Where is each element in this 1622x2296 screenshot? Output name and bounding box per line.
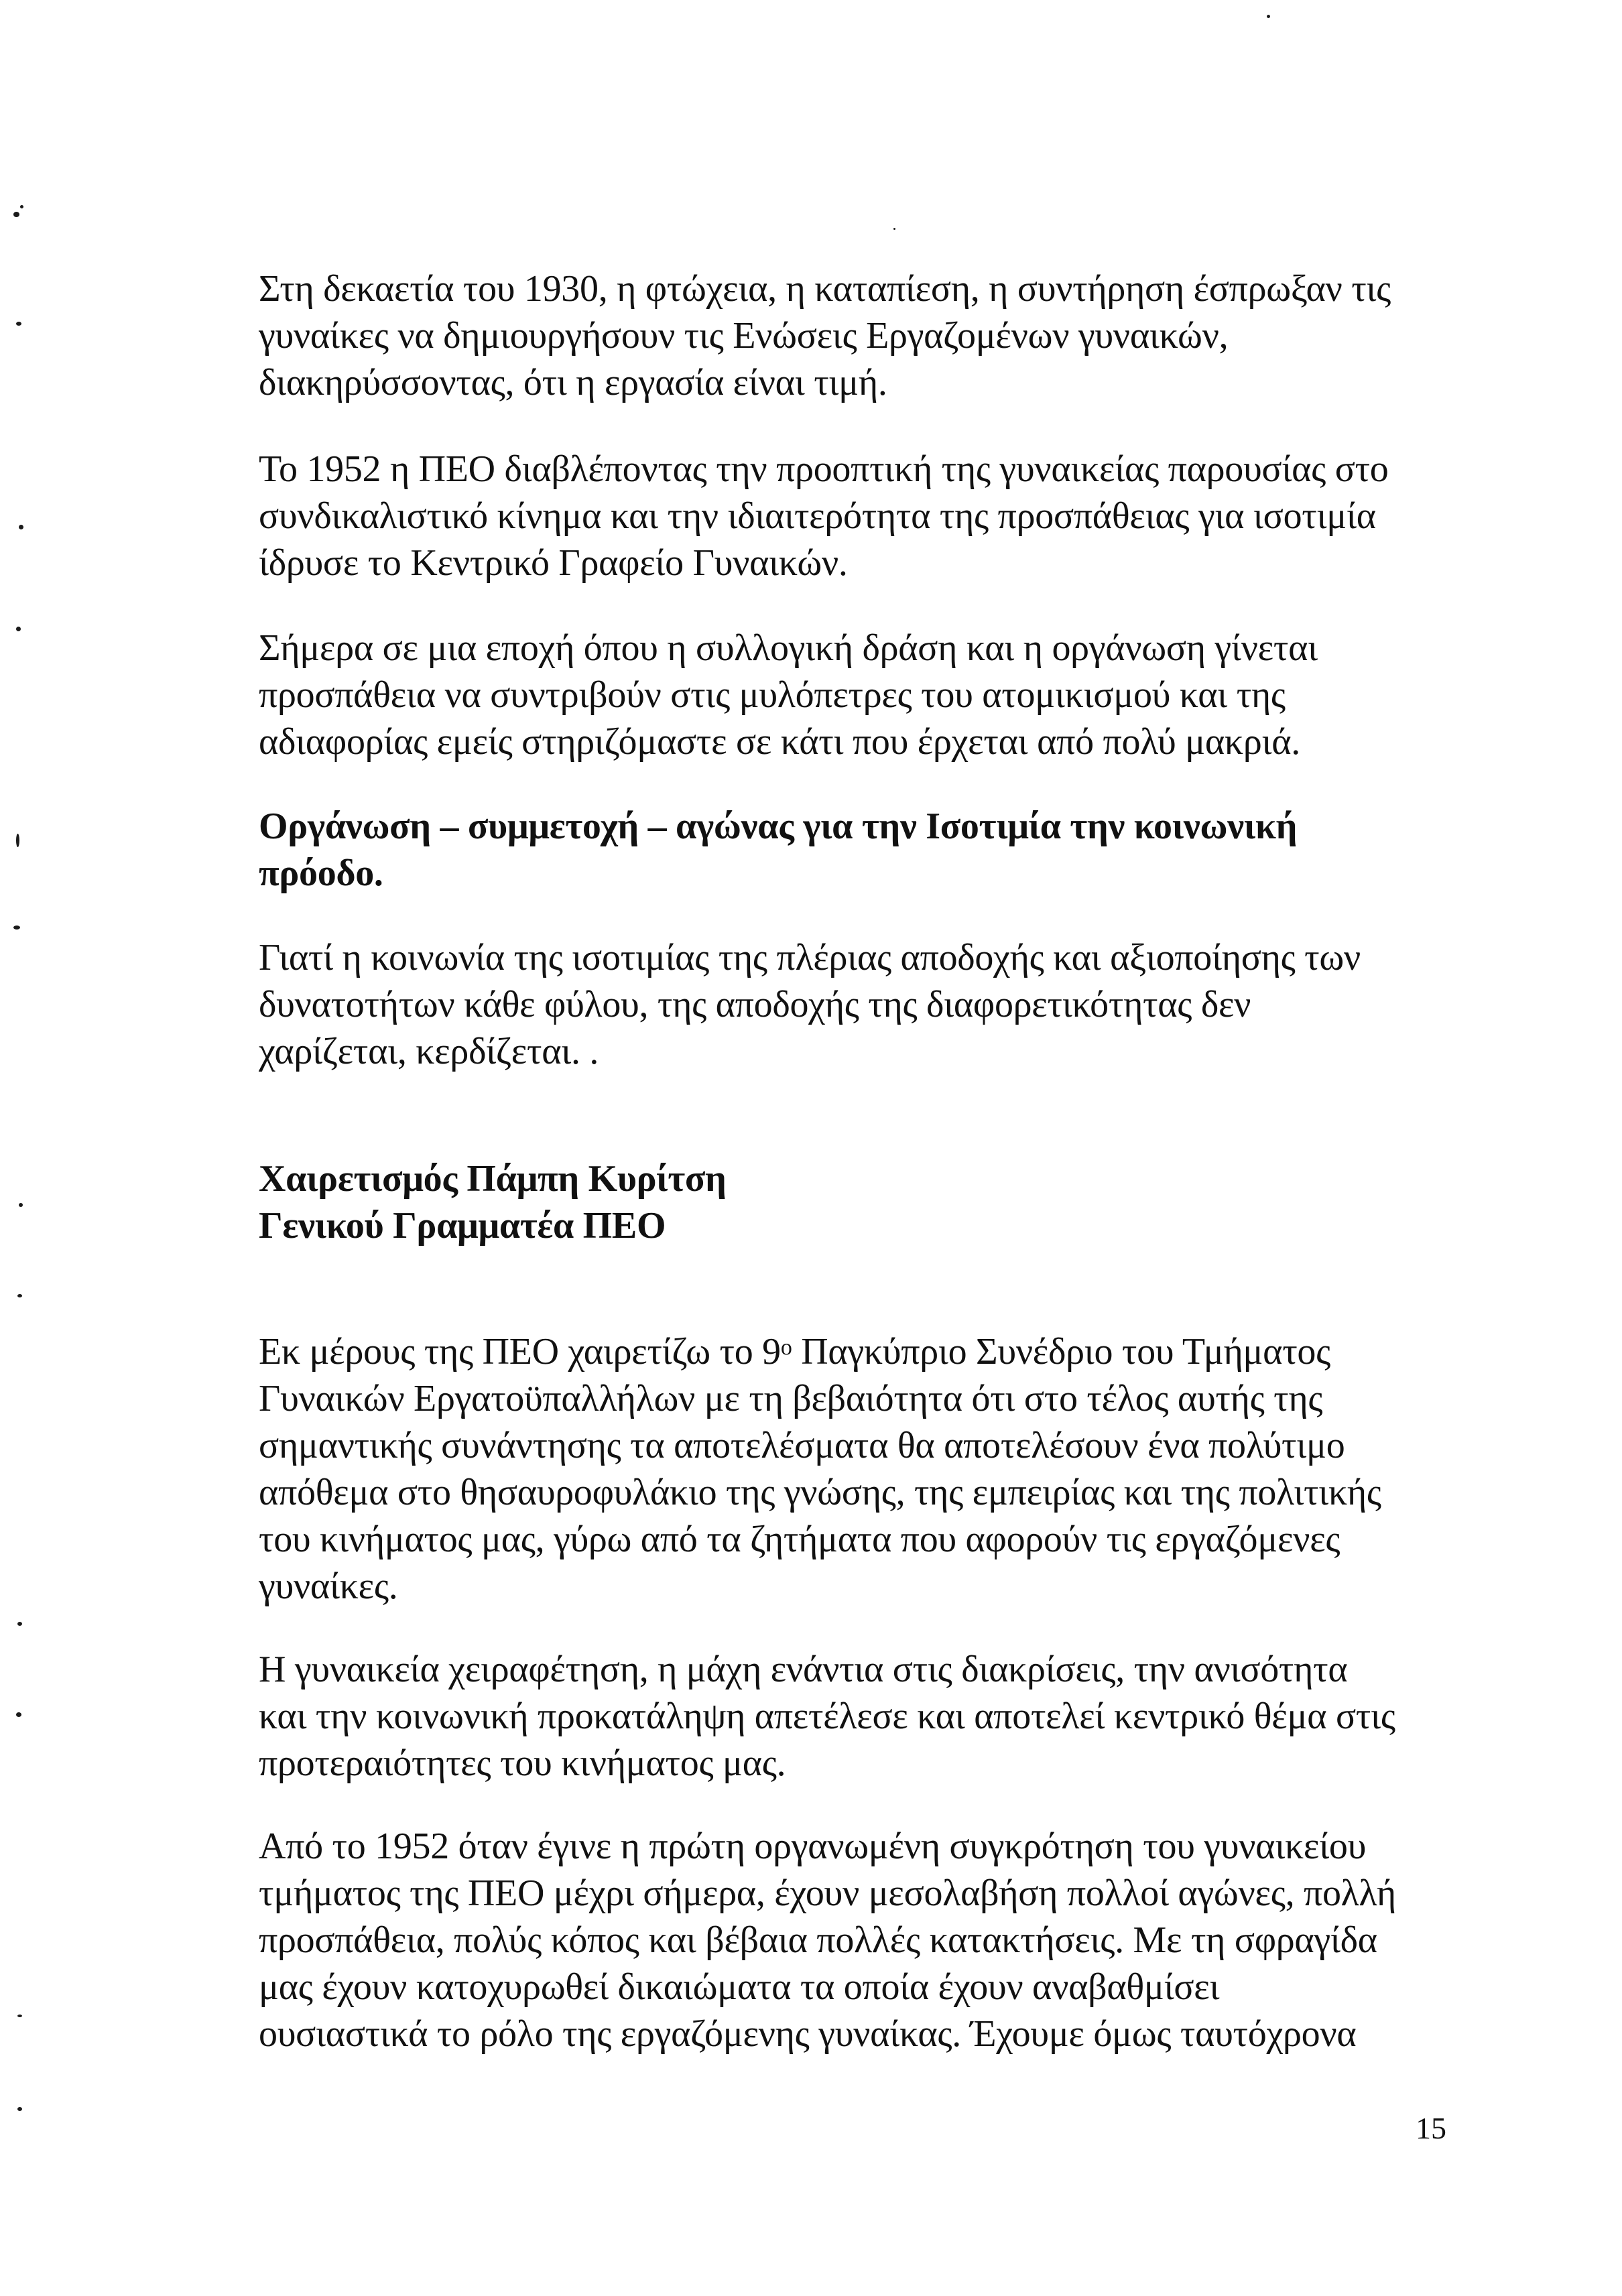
scan-speck (19, 1203, 23, 1207)
body-text-line: Γιατί η κοινωνία της ισοτιμίας της πλέριας αποδοχής και αξιοποίησης των (259, 937, 1361, 978)
scan-speck (20, 205, 23, 208)
body-text-line: Η γυναικεία χειραφέτηση, η μάχη ενάντια στις διακρίσεις, την ανισότητα (259, 1649, 1348, 1690)
body-text-line: ίδρυσε το Κεντρικό Γραφείο Γυναικών. (259, 542, 848, 584)
body-text-line: γυναίκες να δημιουργήσουν τις Ενώσεις Εργαζομένων γυναικών, (259, 315, 1229, 357)
page-number: 15 (1416, 2111, 1446, 2145)
scan-speck (17, 1294, 22, 1297)
body-text-line (259, 1328, 1330, 1375)
body-text-line: αδιαφορίας εμείς στηριζόμαστε σε κάτι που έρχεται από πολύ μακριά. (259, 721, 1300, 763)
body-text-line: μας έχουν κατοχυρωθεί δικαιώματα τα οποία έχουν αναβαθμίσει (259, 1966, 1220, 2008)
body-text-line: Από το 1952 όταν έγινε η πρώτη οργανωμένη συγκρότηση του γυναικείου (259, 1826, 1366, 1867)
body-text-line: απόθεμα στο θησαυροφυλάκιο της γνώσης, της εμπειρίας και της πολιτικής (259, 1472, 1381, 1513)
scan-speck (17, 1622, 22, 1626)
body-text-line: σημαντικής συνάντησης τα αποτελέσματα θα αποτελέσουν ένα πολύτιμο (259, 1425, 1345, 1466)
body-text-line: Γυναικών Εργατοϋπαλλήλων με τη βεβαιότητα ότι στο τέλος αυτής της (259, 1378, 1323, 1419)
scan-speck (16, 834, 19, 847)
scan-speck (1267, 15, 1270, 18)
scan-speck (893, 228, 895, 230)
scan-speck (17, 2015, 22, 2017)
body-text-line: προσπάθεια, πολύς κόπος και βέβαια πολλές κατακτήσεις. Με τη σφραγίδα (259, 1919, 1377, 1961)
scan-speck (16, 1712, 21, 1717)
section-heading: Χαιρετισμός Πάμπη Κυρίτση (259, 1158, 727, 1200)
body-text-line: δυνατοτήτων κάθε φύλου, της αποδοχής της διαφορετικότητας δεν (259, 984, 1251, 1025)
body-text-line: τμήματος της ΠΕΟ μέχρι σήμερα, έχουν μεσολαβήση πολλοί αγώνες, πολλή (259, 1872, 1396, 1914)
scan-speck (19, 525, 23, 529)
body-text-line: Σήμερα σε μια εποχή όπου η συλλογική δράση και η οργάνωση γίνεται (259, 627, 1318, 669)
body-text-line: του κινήματος μας, γύρω από τα ζητήματα που αφορούν τις εργαζόμενες (259, 1519, 1340, 1560)
body-text-line: προτεραιότητες του κινήματος μας. (259, 1742, 786, 1784)
body-text-line: Στη δεκαετία του 1930, η φτώχεια, η καταπίεση, η συντήρηση έσπρωξαν τις (259, 268, 1391, 310)
scan-speck (16, 322, 21, 326)
scan-speck (13, 212, 19, 217)
body-text-line: διακηρύσσοντας, ότι η εργασία είναι τιμή. (259, 362, 887, 403)
body-text-line: συνδικαλιστικό κίνημα και την ιδιαιτερότητα της προσπάθειας για ισοτιμία (259, 495, 1376, 537)
text-segment: Παγκύπριο Συνέδριο του Τμήματος (792, 1331, 1330, 1373)
text-segment: Εκ μέρους της ΠΕΟ χαιρετίζω το 9 (259, 1331, 781, 1373)
scan-speck (13, 926, 20, 930)
body-text-line: Το 1952 η ΠΕΟ διαβλέποντας την προοπτική της γυναικείας παρουσίας στο (259, 448, 1389, 490)
ordinal-superscript: ο (780, 1335, 792, 1360)
slogan-line: Οργάνωση – συμμετοχή – αγώνας για την Ισοτιμία την κοινωνική (259, 806, 1298, 847)
body-text-line: χαρίζεται, κερδίζεται. . (259, 1031, 599, 1072)
body-text-line: προσπάθεια να συντριβούν στις μυλόπετρες του ατομικισμού και της (259, 674, 1286, 716)
body-text-line: ουσιαστικά το ρόλο της εργαζόμενης γυναίκας. Έχουμε όμως ταυτόχρονα (259, 2013, 1357, 2055)
slogan-line: πρόοδο. (259, 852, 383, 894)
scan-speck (17, 2107, 22, 2111)
section-heading: Γενικού Γραμματέα ΠΕΟ (259, 1205, 666, 1247)
body-text-line: γυναίκες. (259, 1566, 398, 1607)
body-text-line: και την κοινωνική προκατάληψη απετέλεσε και αποτελεί κεντρικό θέμα στις (259, 1696, 1395, 1737)
scan-speck (16, 627, 21, 631)
